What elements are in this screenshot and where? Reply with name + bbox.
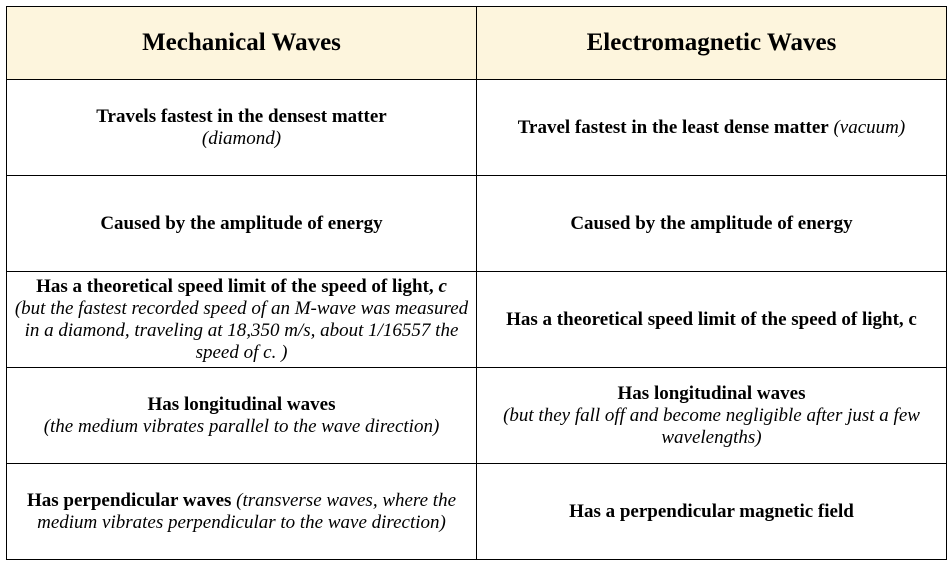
mechanical-cell [7, 80, 477, 176]
mechanical-cell [7, 368, 477, 464]
header-electromagnetic-waves: Electromagnetic Waves [477, 7, 947, 80]
comparison-table [6, 6, 947, 560]
electromagnetic-fact: Travel fastest in the least dense matter [517, 116, 829, 138]
mechanical-fact: Has longitudinal waves [147, 393, 336, 415]
electromagnetic-fact: Caused by the amplitude of energy [570, 212, 853, 234]
table-row [7, 80, 947, 176]
mechanical-cell [7, 176, 477, 272]
mechanical-cell [7, 272, 477, 368]
electromagnetic-cell [477, 272, 947, 368]
mechanical-cell [7, 464, 477, 560]
electromagnetic-note: (vacuum) [833, 116, 906, 138]
mechanical-fact-symbol: c [438, 275, 447, 297]
mechanical-fact: Has perpendicular waves [26, 489, 232, 511]
mechanical-note: (diamond) [201, 127, 282, 149]
mechanical-note: (but the fastest recorded speed of an M-wave was measured in a diamond, traveling at 18,350 m/s, about 1/16557 the speed of c. ) [14, 297, 469, 363]
header-mechanical-waves: Mechanical Waves [7, 7, 477, 80]
electromagnetic-fact: Has longitudinal waves [617, 382, 806, 404]
electromagnetic-cell [477, 176, 947, 272]
electromagnetic-fact: Has a theoretical speed limit of the speed of light, c [506, 308, 917, 330]
electromagnetic-cell [477, 80, 947, 176]
table-row [7, 368, 947, 464]
mechanical-note: (transverse waves, where the medium vibrates perpendicular to the wave direction) [37, 489, 457, 533]
table-row [7, 464, 947, 560]
electromagnetic-cell [477, 464, 947, 560]
mechanical-fact: Travels fastest in the densest matter [96, 105, 387, 127]
mechanical-note: (the medium vibrates parallel to the wave direction) [43, 415, 440, 437]
electromagnetic-cell [477, 368, 947, 464]
header-row [7, 7, 947, 80]
electromagnetic-fact: Has a perpendicular magnetic field [569, 500, 854, 522]
mechanical-fact: Has a theoretical speed limit of the speed of light, [36, 275, 434, 297]
table-row [7, 176, 947, 272]
table-row [7, 272, 947, 368]
electromagnetic-note: (but they fall off and become negligible after just a few wavelengths) [503, 404, 920, 448]
mechanical-fact: Caused by the amplitude of energy [100, 212, 383, 234]
